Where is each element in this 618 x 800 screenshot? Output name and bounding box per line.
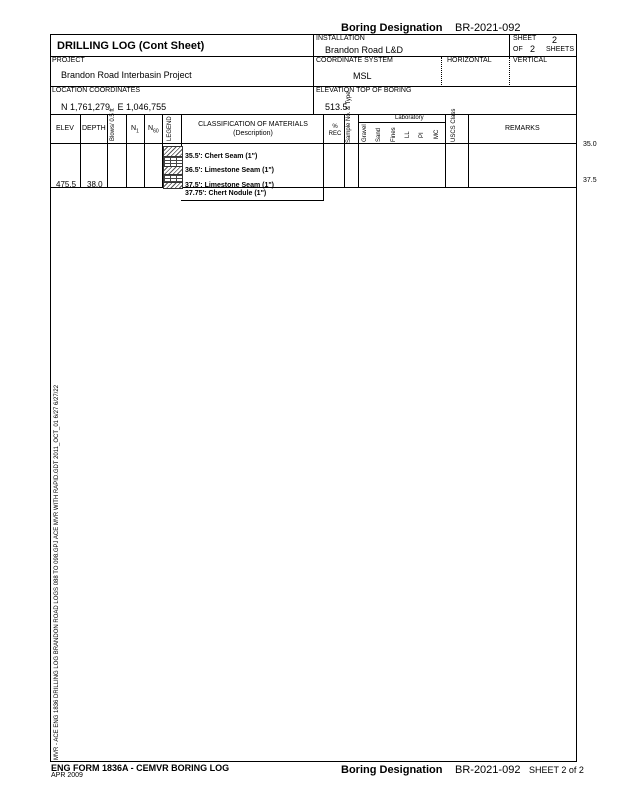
sheet-total: 2 (530, 44, 536, 54)
installation-label: INSTALLATION (316, 35, 365, 42)
overflow-box-right (323, 187, 324, 200)
ll-header: LL (405, 131, 411, 138)
description-2 (185, 167, 274, 175)
footer-sheet-label: SHEET 2 of 2 (529, 765, 584, 775)
sample-header: Sample No. & Type (346, 91, 352, 143)
vertical-label: VERTICAL (513, 57, 548, 64)
overflow-box-bottom (181, 200, 324, 201)
n60-label: N (148, 125, 154, 132)
elev-header: ELEV (56, 125, 74, 132)
project-label: PROJECT (52, 57, 85, 64)
col-sep-depth (107, 114, 108, 188)
form-date: APR 2009 (51, 772, 83, 779)
description-2-text: 36.5': Limestone Seam (1") (185, 167, 275, 174)
blows-header: Blows/ 0.5 ft (110, 108, 116, 141)
description-4-text: 37.75': Chert Nodule (1") (185, 190, 267, 197)
depth-bottom: 38.0 (87, 180, 103, 189)
boring-id: BR-2021-092 (455, 22, 521, 34)
side-note: MVR - ACE ENG 1836 DRILLING LOG BRANDON ROAD LOGS 088 TO 098.GPJ ACE MVR WITH RAPID.GDT 2011_OCT_01 6/27 6/27/22 (54, 384, 60, 760)
form-label: ENG FORM 1836A - CEMVR BORING LOG (51, 763, 230, 773)
classification-header-line2: (Description) (233, 130, 273, 137)
fines-header: Fines (391, 127, 397, 142)
location-value: N 1,761,279 E 1,046,755 (61, 102, 167, 112)
description-3 (185, 182, 274, 190)
elevation-value: 513.5 (325, 102, 348, 112)
sheet-label: SHEET (513, 35, 537, 42)
horizontal-vsplit (441, 57, 442, 85)
legend-header: LEGEND (167, 116, 173, 141)
remark-marker-2: 37.5 (583, 177, 597, 184)
elev-bottom: 475.5 (56, 180, 77, 189)
horizontal-label: HORIZONTAL (447, 57, 492, 64)
location-label: LOCATION COORDINATES (52, 87, 141, 94)
description-1 (185, 153, 257, 161)
col-sep-blows (126, 114, 127, 188)
col-sep-elev (80, 114, 81, 188)
column-header-divider (50, 143, 577, 144)
description-4 (185, 190, 266, 198)
n1-label: N (131, 125, 137, 132)
remarks-header: REMARKS (505, 125, 540, 132)
boring-designation-label: Boring Designation (341, 22, 443, 34)
description-1-text: 35.5': Chert Seam (1") (185, 153, 258, 160)
description-3-text: 37.5': Limestone Seam (1") (185, 182, 275, 189)
vertical-vsplit (509, 57, 510, 85)
n1-subscript: 1 (136, 128, 139, 135)
elevation-label: ELEVATION TOP OF BORING (316, 87, 412, 94)
header-vsplit (313, 34, 314, 114)
sheet-number: 2 (552, 35, 558, 45)
n60-header (148, 125, 159, 135)
uscs-header: USCS Class (451, 108, 457, 142)
sand-header: Sand (376, 127, 382, 142)
coord-system-value: MSL (353, 71, 372, 81)
project-value: Brandon Road Interbasin Project (61, 70, 192, 80)
of-label: OF (513, 46, 523, 53)
gravel-header: Gravel (362, 124, 368, 142)
col-sep-class (323, 114, 324, 188)
col-sep-uscs (468, 114, 469, 188)
coord-system-label: COORDINATE SYSTEM (316, 57, 393, 64)
log-title: DRILLING LOG (Cont Sheet) (57, 40, 205, 52)
rec-header: % REC (328, 124, 342, 137)
remark-marker-1: 35.0 (583, 141, 597, 148)
legend-chert-seam-3 (163, 182, 183, 189)
depth-tick-2 (80, 166, 81, 170)
laboratory-header: Laboratory (395, 115, 424, 121)
sheet-vsplit (509, 34, 510, 56)
col-sep-sample (358, 114, 359, 188)
footer-boring-id: BR-2021-092 (455, 764, 521, 776)
col-sep-n1 (144, 114, 145, 188)
col-sep-lab (445, 114, 446, 188)
header-divider-3 (50, 114, 577, 115)
lab-underline (358, 122, 445, 123)
installation-value: Brandon Road L&D (325, 45, 404, 55)
footer-boring-designation-label: Boring Designation (341, 764, 443, 776)
sheets-label: SHEETS (546, 46, 575, 53)
classification-header-line1: CLASSIFICATION OF MATERIALS (198, 121, 308, 128)
n60-subscript: 60 (153, 128, 159, 135)
table-body-bottom-right (323, 187, 577, 188)
mc-header: MC (434, 129, 440, 139)
n1-header (131, 125, 139, 135)
pi-header: PI (419, 132, 425, 138)
depth-header: DEPTH (82, 125, 106, 132)
col-sep-rec (344, 114, 345, 188)
depth-tick-1 (80, 158, 81, 162)
